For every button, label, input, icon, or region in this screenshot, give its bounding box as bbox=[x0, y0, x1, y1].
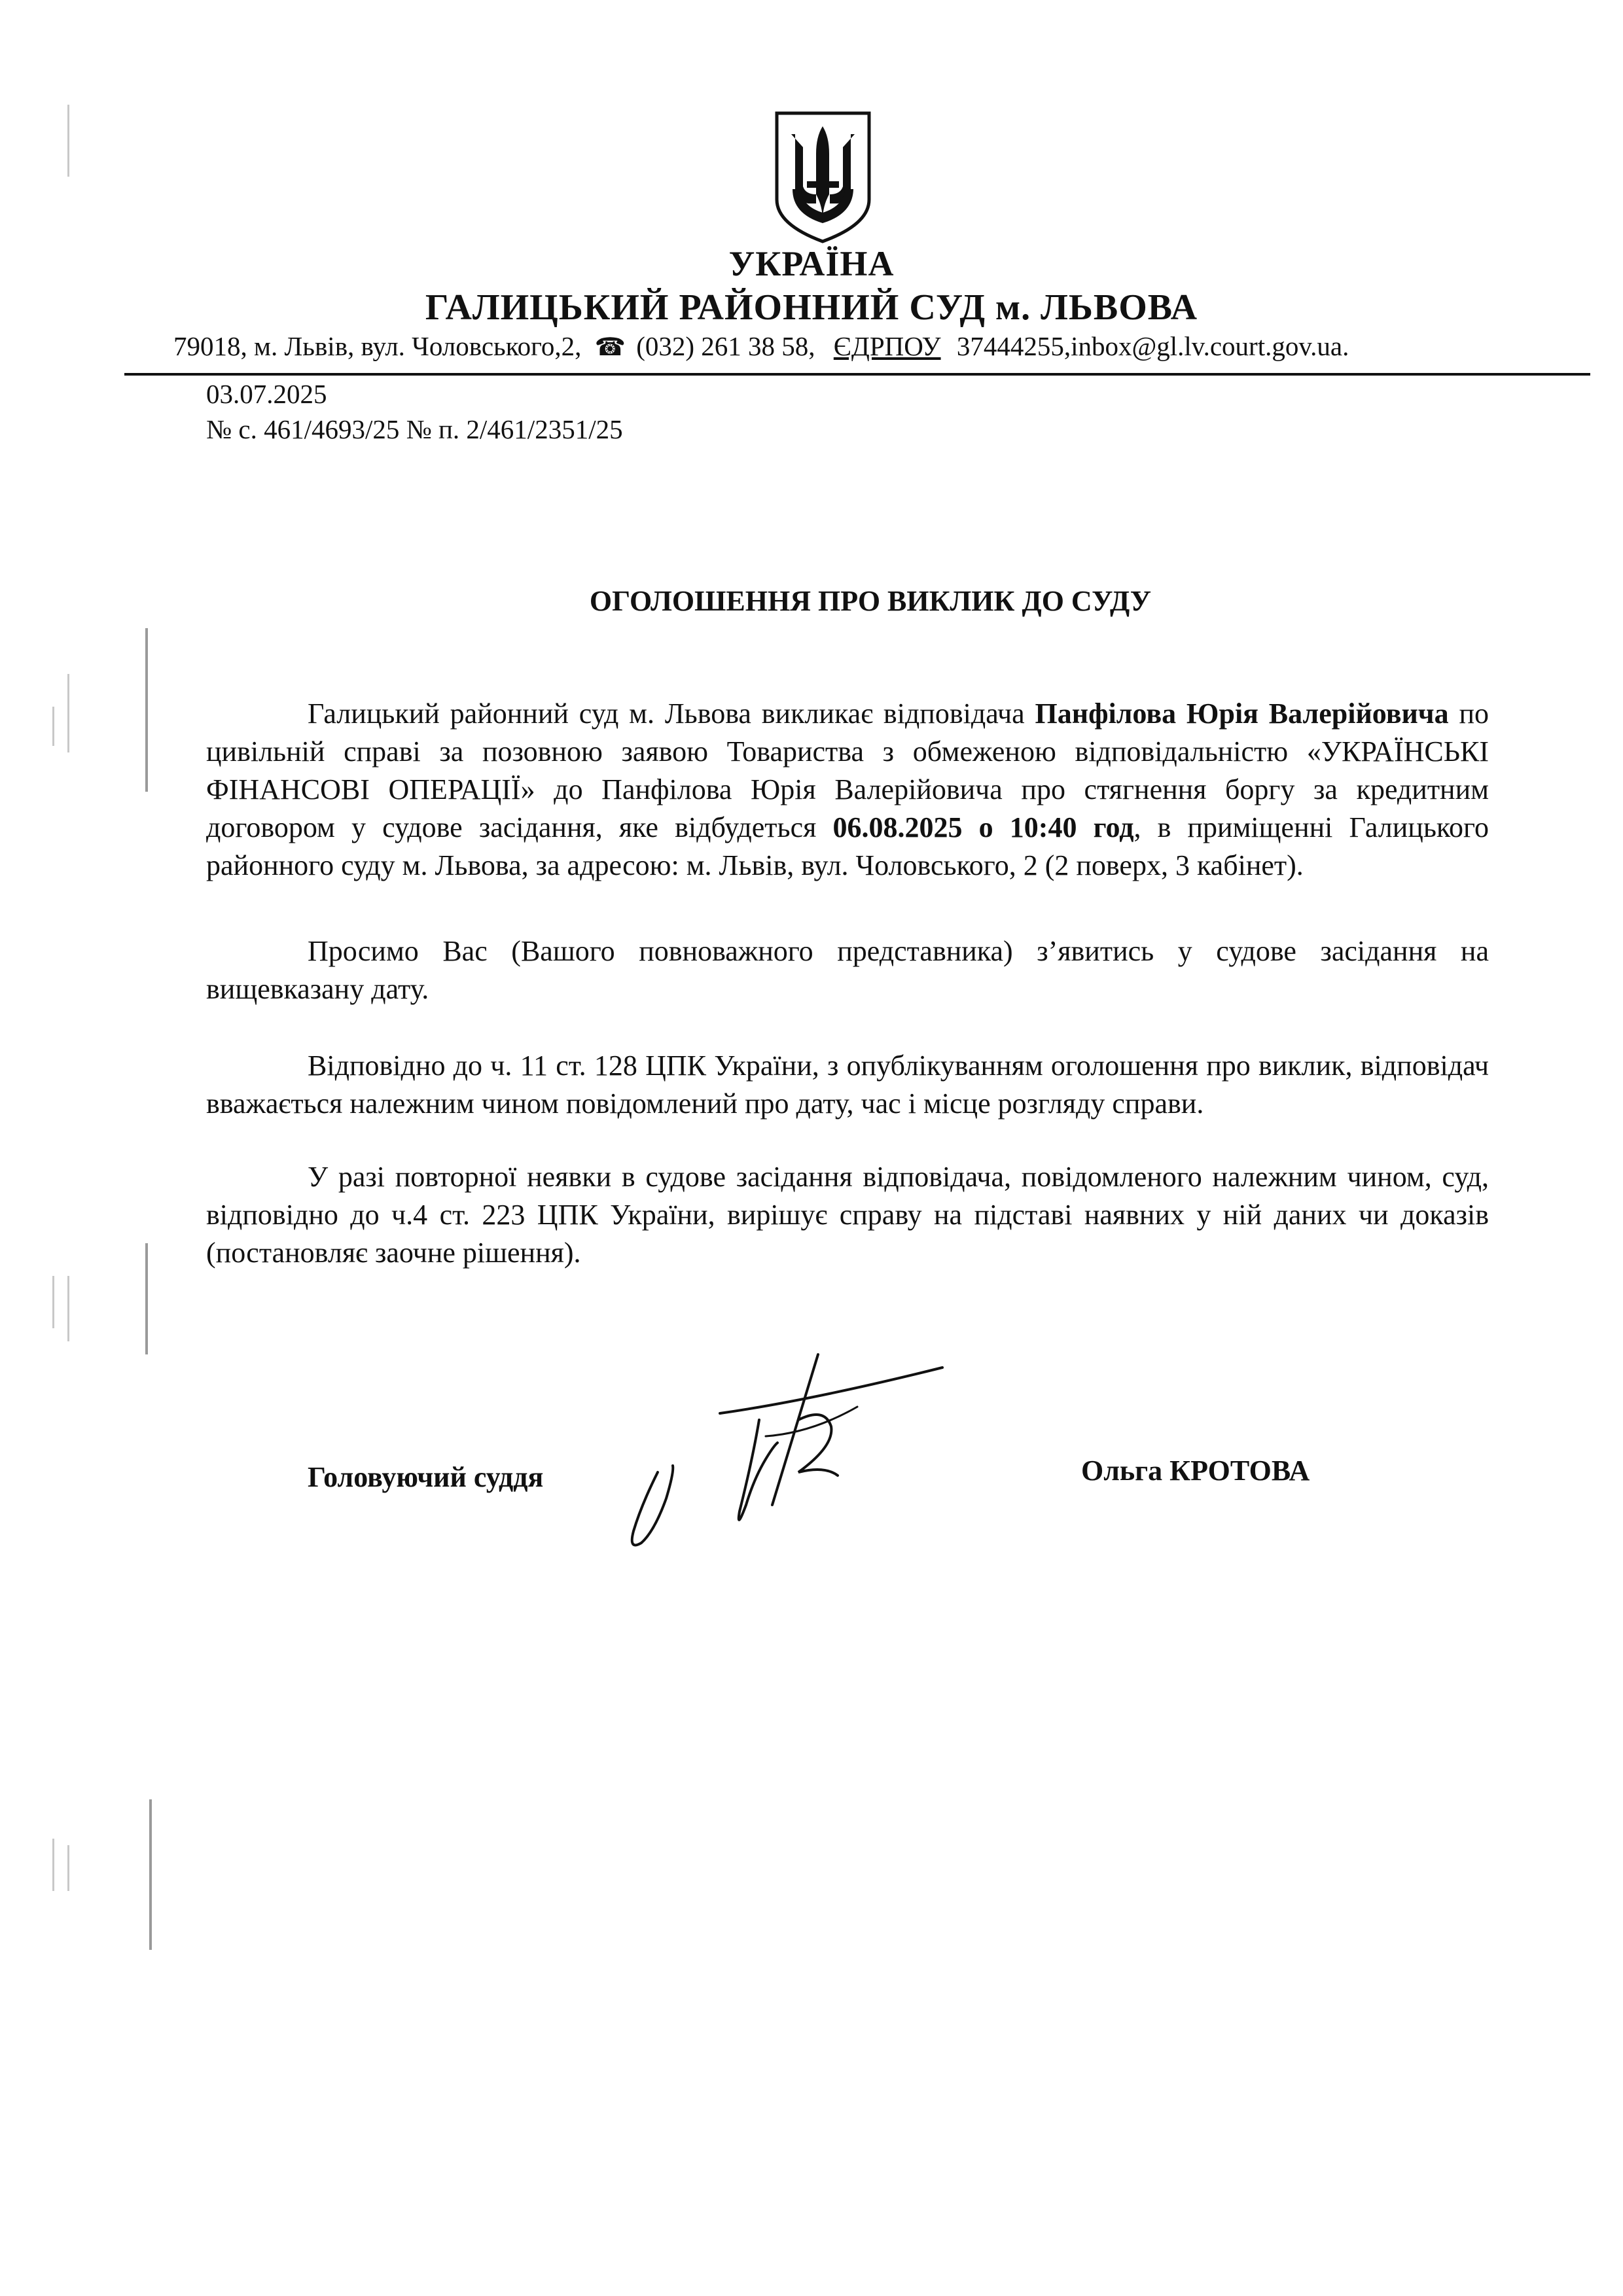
paragraph-text: У разі повторної неявки в судове засідання відповідача, повідомленого належним чином, суд, відповідно до ч.4 ст. 223 ЦПК України, вирішує справу на підставі наявних у ній даних чи доказів (постановляє заочне рішення). bbox=[206, 1161, 1489, 1269]
scan-artifact bbox=[67, 674, 69, 752]
paragraph-text: Відповідно до ч. 11 ст. 128 ЦПК України, з опублікуванням оголошення про виклик, відповідач вважається належним чином повідомлений про дату, час і місце розгляду справи. bbox=[206, 1050, 1489, 1120]
header-divider bbox=[124, 373, 1590, 376]
document-date: 03.07.2025 bbox=[206, 379, 327, 409]
hearing-datetime: 06.08.2025 о 10:40 год bbox=[832, 811, 1134, 843]
scan-artifact bbox=[67, 105, 69, 177]
scan-artifact bbox=[145, 628, 148, 792]
paragraph-request bbox=[206, 932, 1489, 1008]
scan-artifact bbox=[52, 707, 54, 746]
paragraph-text: Просимо Вас (Вашого повноважного представника) з’явитись у судове засідання на вищевказану дату. bbox=[206, 935, 1489, 1005]
paragraph-consequences bbox=[206, 1158, 1489, 1272]
edrpou-label: ЄДРПОУ bbox=[833, 331, 941, 361]
country-heading: УКРАЇНА bbox=[728, 244, 895, 283]
edrpou-email: 37444255,inbox@gl.lv.court.gov.ua. bbox=[956, 331, 1349, 361]
scan-artifact bbox=[67, 1276, 69, 1341]
court-address-line bbox=[173, 330, 1580, 362]
coat-of-arms-icon bbox=[769, 108, 877, 245]
address-text: 79018, м. Львів, вул. Чоловського,2, bbox=[173, 331, 582, 361]
paragraph-text: Галицький районний суд м. Львова викликає відповідача bbox=[308, 698, 1035, 730]
court-heading: ГАЛИЦЬКИЙ РАЙОННИЙ СУД м. ЛЬВОВА bbox=[425, 287, 1198, 328]
handwritten-signature bbox=[602, 1335, 969, 1557]
scan-artifact bbox=[145, 1243, 148, 1354]
signer-name: Ольга КРОТОВА bbox=[1081, 1455, 1310, 1487]
scan-artifact bbox=[67, 1845, 69, 1891]
scan-artifact bbox=[52, 1276, 54, 1328]
phone-number: (032) 261 38 58, bbox=[636, 331, 815, 361]
telephone-icon: ☎ bbox=[594, 334, 626, 361]
signer-role: Головуючий суддя bbox=[308, 1461, 544, 1493]
scan-artifact bbox=[149, 1799, 152, 1950]
document-title: ОГОЛОШЕННЯ ПРО ВИКЛИК ДО СУДУ bbox=[589, 585, 1152, 617]
paragraph-notice bbox=[206, 1047, 1489, 1123]
paragraph-text: по цивільній справі за позовною заявою Товариства з обмеженою відповідальністю «УКРАЇНСЬКІ ФІНАНСОВІ ОПЕРАЦІЇ» до Панфілова Юрія Валерійовича про стягнення боргу за кредитним договором у судове засідання, яке відбудеться bbox=[206, 698, 1489, 843]
defendant-name: Панфілова Юрія Валерійовича bbox=[1035, 698, 1449, 730]
paragraph-text: , в приміщенні Галицького районного суду м. Львова, за адресою: м. Львів, вул. Чоловського, 2 (2 поверх, 3 кабінет). bbox=[206, 811, 1489, 881]
paragraph-summons bbox=[206, 695, 1489, 885]
scan-artifact bbox=[52, 1839, 54, 1891]
case-numbers: № с. 461/4693/25 № п. 2/461/2351/25 bbox=[206, 414, 623, 444]
